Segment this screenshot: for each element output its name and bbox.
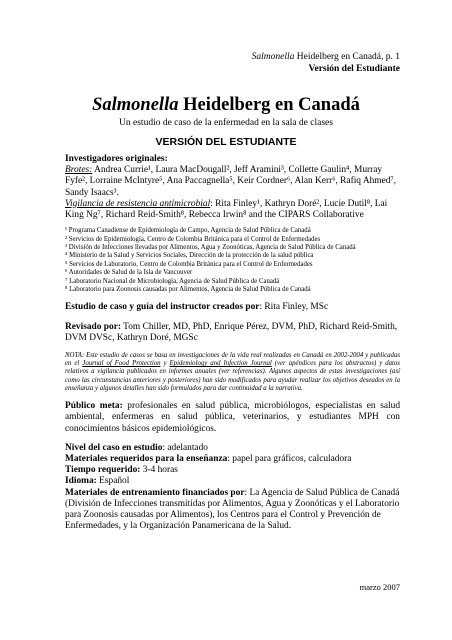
- training-funding: [65, 488, 400, 533]
- journal-link-epidemiology: Epidemiology and Infection Journal: [169, 360, 272, 368]
- affiliation-item: ¹ Programa Canadiense de Epidemiología de Campo, Agencia de Salud Pública de Canadá: [65, 227, 311, 235]
- note-text: y: [160, 360, 170, 368]
- affiliations-list: [65, 227, 400, 294]
- document-subtitle: Un estudio de caso de la enfermedad en la sala de clases: [119, 118, 333, 128]
- affiliation-item: ⁷ Laboratorio Nacional de Microbiología, Agencia de Salud Pública de Canadá: [65, 277, 280, 285]
- affiliation-item: ⁵ Servicios de Laboratorio, Centro de Colombia Británica para el Control de Enfermedades: [65, 260, 313, 268]
- title-rest: Heidelberg en Canadá: [178, 95, 360, 115]
- header-page-ref: Heidelberg en Canadá, p. 1: [294, 52, 400, 62]
- case-level-label: Nivel del caso en estudio: [65, 442, 163, 453]
- reviewed-label: Revisado por:: [65, 321, 121, 332]
- study-guide-label: Estudio de caso y guía del instructor creados por: [65, 302, 260, 313]
- affiliation-item: ⁶ Autoridades de Salud de la Isla de Vancouver: [65, 269, 193, 277]
- time-value: 3-4 horas: [140, 465, 178, 476]
- affiliation-item: ³ División de Infecciones llevadas por Alimentos, Agua y Zoonóticas, Agencia de Salud Pública de Canadá: [65, 244, 356, 252]
- language: [65, 476, 400, 487]
- document-title: [0, 94, 452, 116]
- affiliation-item: ⁴ Ministerio de la Salud y Servicios Sociales, Dirección de la protección de la salud pública: [65, 252, 314, 260]
- time-label: Tiempo requerido:: [65, 465, 141, 476]
- journal-link-food-protection: Journal of Food Protection: [82, 360, 161, 368]
- case-level: [65, 443, 400, 454]
- note-text: (ver apéndices para los abstractos) y datos relativos a vigilancia publicados en informes anuales (ver referencias). Algunos aspectos de estas investigaciones (así como las circunstancias anteriores y posteriores) han sido modificados para ayudar realizar los objetivos deseados en la enseñanza y algunos detalles han sido formulados para dar continuidad a la narrativa.: [65, 360, 400, 392]
- affiliation-item: ⁸ Laboratorio para Zoonosis causadas por Alimentos, Agencia de Salud Pública de Canadá: [65, 286, 311, 294]
- surveillance-investigators: [65, 199, 400, 221]
- vigilancia-label: Vigilancia de resistencia antimicrobial: [65, 198, 211, 209]
- time-required: [65, 465, 400, 476]
- investigators-heading: Investigadores originales:: [65, 154, 168, 164]
- reviewed-by: [65, 322, 400, 344]
- brotes-names: Andrea Currie¹, Laura MacDougall², Jeff Aramini³, Collette Gaulin⁴, Murray Fyfe², Lorraine McIntyre⁵, Ana Paccagnella⁵, Keir Cordner⁶, Alan Kerr⁶, Rafiq Ahmed⁷, Sandy Isaacs³.: [65, 165, 397, 198]
- version-heading: VERSIÓN DEL ESTUDIANTE: [155, 136, 297, 148]
- audience-label: Público meta:: [65, 401, 123, 412]
- materials-value: : papel para gráficos, calculadora: [227, 453, 352, 464]
- brotes-label: Brotes:: [65, 165, 93, 176]
- study-guide-value: : Rita Finley, MSc: [259, 302, 329, 313]
- study-guide-credit: [65, 302, 400, 313]
- header-organism: Salmonella: [251, 52, 295, 62]
- header-version: Versión del Estudiante: [308, 64, 400, 74]
- training-label: Materiales de entrenamiento financiados por: [65, 487, 245, 498]
- target-audience: [65, 401, 400, 435]
- note-paragraph: [65, 352, 400, 393]
- affiliation-item: ² Servicios de Epidemiología, Centro de Colombia Británica para el Control de Enfermedades: [65, 235, 321, 243]
- case-level-value: : adelantado: [162, 442, 208, 453]
- vigilancia-names: : Rita Finley¹, Kathryn Doré², Lucie Dutil⁸, Lai King Ng⁷, Richard Reid-Smith⁸, Rebecca Irwin⁸ and the CIPARS Collaborative: [65, 198, 388, 221]
- language-label: Idioma:: [65, 476, 97, 487]
- materials-required: [65, 454, 400, 465]
- document-body: [65, 154, 400, 532]
- audience-value: profesionales en salud pública, microbiólogos, especialistas en salud ambiental, enfermeras en salud pública, veterinarios, y estudiantes MPH con conocimientos básicos epidemiológicos.: [65, 401, 401, 434]
- footer-date: marzo 2007: [359, 582, 400, 592]
- outbreak-investigators: [65, 165, 400, 199]
- note-text: NOTA: Este estudio de casos se basa en investigaciones de la vida real realizadas en Canadá en 2002-2004 y publicadas en el: [65, 352, 400, 368]
- training-value: : La Agencia de Salud Pública de Canadá (División de Infecciones transmitidas por Alimentos, Agua y Zoonóticas y el Laboratorio para Zoonosis causadas por Alimentos), los Centros para el Control y Prevención de Enfermedades, y la Organización Panamericana de la Salud.: [65, 487, 400, 532]
- running-header: [252, 51, 400, 75]
- language-value: Español: [96, 476, 130, 487]
- title-organism: Salmonella: [92, 95, 179, 115]
- materials-label: Materiales requeridos para la enseñanza: [65, 453, 228, 464]
- reviewed-value: Tom Chiller, MD, PhD, Enrique Pérez, DVM, PhD, Richard Reid-Smith, DVM DVSc, Kathryn Doré, MGSc: [65, 321, 398, 343]
